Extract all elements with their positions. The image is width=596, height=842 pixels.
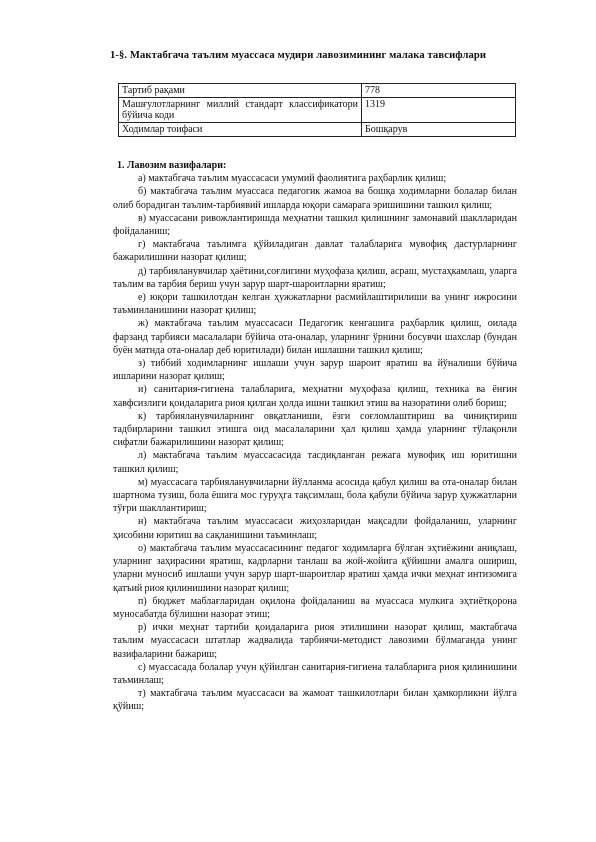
duty-item: т) мактабгача таълим муассасаси ва жамоат ташкилотлари билан ҳамкорликни йўлга қўйиш; — [113, 688, 517, 713]
table-cell-value: 1319 — [362, 98, 516, 123]
duty-item: к) тарбияланувчиларнинг овқатланиши, ёзги соғломлаштириш ва чиниқтириш тадбирларини ташкил этишга оид масалаларини ҳал қилиш ҳамда уларнинг тўлақонли сифатли бажарилишини назорат қилиш; — [113, 410, 517, 449]
duty-item: а) мактабгача таълим муассасаси умумий фаолиятига раҳбарлик қилиш; — [138, 173, 447, 185]
duty-item: л) мактабгача таълим муассасасида тасдиқланган режага мувофиқ иш юритишни ташкил қилиш; — [113, 450, 517, 475]
duty-item: и) санитария-гигиена талабларига, меҳнатни муҳофаза қилиш, техника ва ёнғин хавфсизлиги қоидаларига риоя қилган ҳолда ишни ташкил этиш ва назоратини олиб бориш; — [113, 384, 517, 409]
duty-item: е) юқори ташкилотдан келган ҳужжатларни расмийлаштирилиши ва унинг ижросини таъминланишини назорат қилиш; — [113, 292, 517, 317]
duty-item: ж) мактабгача таълим муассасаси Педагогик кенгашига раҳбарлик қилиш, оилада фарзанд тарбияси масалалари бўйича ота-оналар, уларнинг ўрнини босувчи шахслар (бундан буён матнда ота-оналар деб юритилади) билан ишлашни ташкил қилиш; — [113, 318, 517, 356]
duty-item: р) ички меҳнат тартиби қоидаларига риоя этилишини назорат қилиш, мактабгача таълим муассасаси штатлар жадвалида тарбиячи-методист лавозими бўлмаганда унинг вазифаларини бажариш; — [113, 622, 517, 660]
table-row — [119, 98, 516, 123]
duty-item: м) муассасага тарбияланувчиларни йўлланма асосида қабул қилиш ва ота-оналар билан шартнома тузиш, бола ёшига мос гуруҳга тақсимлаш, бола қабули бўйича зарур ҳужжатларни тўғри шакллантириш; — [113, 476, 517, 515]
table-row — [119, 123, 516, 137]
table-cell-value: 778 — [362, 84, 516, 98]
table-cell-label: Ходимлар тоифаси — [119, 123, 362, 137]
table-cell-label: Тартиб рақами — [119, 84, 362, 98]
document-title: 1-§. Мактабгача таълим муассаса мудири лавозимининг малака тавсифлари — [110, 50, 487, 61]
duty-item: с) муассасада болалар учун қўйилган санитария-гигиена талабларига риоя қилинишини таъминлаш; — [113, 661, 517, 686]
duty-item: з) тиббий ходимларнинг ишлаши учун зарур шароит яратиш ва йўналиши бўйича ишларини назорат қилиш; — [113, 358, 517, 383]
duty-item: б) мактабгача таълим муассаса педагогик жамоа ва бошқа ходимларни болалар билан олиб борадиган таълим-тарбиявий ишларда юқори самарага эришишини ташкил қилиш; — [113, 186, 517, 211]
duty-item: в) муассасани ривожлантиришда меҳнатни ташкил қилишнинг замонавий шаклларидан фойдаланиш; — [113, 212, 517, 238]
info-table — [118, 83, 516, 137]
duty-item: д) тарбияланувчилар ҳаётини,соғлигини муҳофаза қилиш, асраш, мустаҳкамлаш, уларга таълим ва тарбия бериш учун зарур шарт-шароитларни яратиш; — [113, 265, 517, 290]
table-cell-label: Машғулотларнинг миллий стандарт классификатори бўйича коди — [119, 98, 362, 123]
duty-item: н) мактабгача таълим муассасаси жиҳозларидан мақсадли фойдаланиш, уларнинг ҳисобини юритиш ва сақланишини таъминлаш; — [113, 516, 517, 541]
table-row — [119, 84, 516, 98]
duty-item: о) мактабгача таълим муассасасининг педагог ходимларга бўлган эҳтиёжини аниқлаш, уларнинг заҳирасини яратиш, кадрларни танлаш ва жой-жойига қўйишни амалга ошириш, уларни муносиб ишлаши учун зарур шарт-шароитлар яратиш ҳамда ички меҳнат интизомига қатъий риоя қилинишини назорат қилиш; — [113, 542, 517, 594]
section-heading: 1. Лавозим вазифалари: — [117, 160, 227, 171]
duties-section — [113, 159, 517, 714]
duty-item: г) мактабгача таълимга қўйиладиган давлат талабларига мувофиқ дастурларнинг бажарилишини назорат қилиш; — [113, 239, 517, 264]
table-cell-value: Бошқарув — [362, 123, 516, 137]
duty-item: п) бюджет маблағларидан оқилона фойдаланиш ва муассаса мулкига эҳтиётқорона муносабатда бўлишни назорат этиш; — [113, 595, 517, 620]
